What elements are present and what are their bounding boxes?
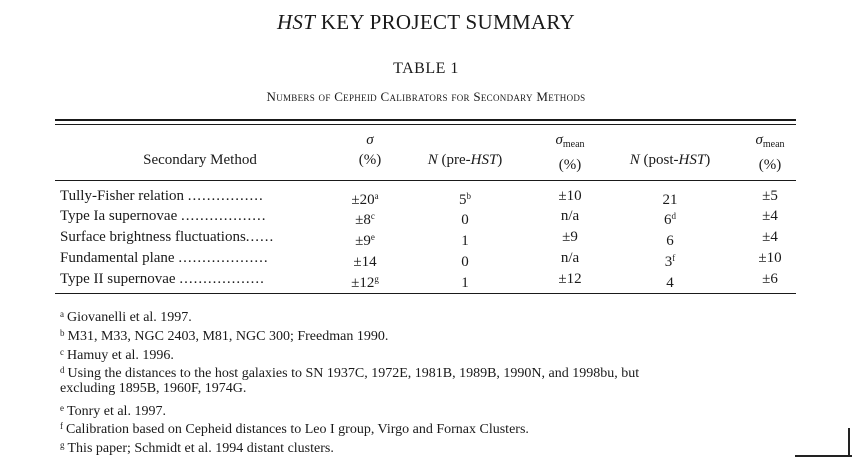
row-sigmamean: ±10 (558, 188, 582, 204)
col-header-sigmamean2 (730, 130, 810, 175)
row-method: Fundamental plane ................... (60, 250, 269, 266)
page-title-italic: HST (276, 10, 316, 34)
row-npre: 0 (461, 212, 469, 228)
footnote-continuation: excluding 1895B, 1960F, 1974G. (60, 381, 247, 396)
table-header-rule (55, 180, 796, 181)
row-sigmamean: ±12 (558, 271, 582, 287)
col-header-method: Secondary Method (143, 152, 257, 168)
table-top-rule-thin (55, 124, 796, 125)
row-npre: 1 (461, 233, 469, 249)
col-header-sigma-unit: (%) (358, 152, 382, 168)
footnote: $^a$ Giovanelli et al. 1997. (60, 309, 192, 325)
footnote: $^d$ Using the distances to the host galaxies to SN 1937C, 1972E, 1981B, 1989B, 1990N, and 1998bu, but (60, 365, 640, 381)
row-sigmamean: n/a (560, 208, 580, 224)
footnote: $^e$ Tonry et al. 1997. (60, 403, 166, 419)
col-header-npost: N (post-HST) (629, 152, 711, 168)
row-sigmamean: ±9 (562, 229, 578, 245)
row-npre: 1 (461, 275, 469, 291)
col-header-sigmamean2-symbol: σ (755, 132, 763, 148)
scan-edge-mark (795, 455, 852, 457)
col-header-npre: N (pre-HST) (427, 152, 503, 168)
row-npre: 0 (461, 254, 469, 270)
col-header-sigmamean (530, 130, 610, 175)
row-sigmamean: n/a (560, 250, 580, 266)
row-sigma: $\pm 12^g$ (351, 274, 379, 291)
row-method: Surface brightness fluctuations...... (60, 229, 275, 245)
table-caption: Numbers of Cepheid Calibrators for Secondary Methods (266, 89, 586, 104)
row-npost: 21 (662, 192, 678, 208)
row-sigmamean2: ±5 (762, 188, 778, 204)
row-method: Type Ia supernovae .................. (60, 208, 267, 224)
footnote: $^g$ This paper; Schmidt et al. 1994 distant clusters. (60, 440, 334, 456)
row-npre: 5$^b$ (459, 191, 471, 208)
page-title-rest: KEY PROJECT SUMMARY (315, 10, 576, 34)
row-npost: 4 (666, 275, 674, 291)
col-header-sigmamean2-sub: mean (762, 139, 785, 150)
row-sigma: $\pm 8^c$ (355, 211, 375, 228)
table-number: TABLE 1 (393, 60, 459, 77)
row-npost: 6 (666, 233, 674, 249)
col-header-sigmamean-symbol: σ (555, 132, 563, 148)
footnote: $^f$ Calibration based on Cepheid distances to Leo I group, Virgo and Fornax Clusters. (60, 421, 529, 437)
row-method: Type II supernovae .................. (60, 271, 265, 287)
table-top-rule (55, 119, 796, 121)
scan-edge-mark-vertical (848, 428, 850, 456)
col-header-sigmamean-unit: (%) (558, 157, 582, 173)
col-header-sigmamean-sub: mean (562, 139, 585, 150)
row-method: Tully-Fisher relation ................ (60, 188, 264, 204)
footnote: $^c$ Hamuy et al. 1996. (60, 347, 174, 363)
row-sigmamean2: ±4 (762, 208, 778, 224)
table-bottom-rule (55, 293, 796, 294)
row-npost: 6$^d$ (664, 211, 676, 228)
page-title (0, 10, 852, 35)
col-header-sigmamean2-unit: (%) (758, 157, 782, 173)
row-sigma: $\pm 20^a$ (351, 191, 379, 208)
row-sigmamean2: ±6 (762, 271, 778, 287)
col-header-sigma (340, 130, 400, 170)
col-header-sigma-symbol: σ (366, 132, 374, 148)
row-npost: 3$^f$ (664, 253, 676, 270)
row-sigma: $\pm 9^e$ (355, 232, 375, 249)
row-sigmamean2: ±10 (758, 250, 782, 266)
row-sigma: ±14 (353, 254, 377, 270)
footnote: $^b$ M31, M33, NGC 2403, M81, NGC 300; Freedman 1990. (60, 328, 389, 344)
row-sigmamean2: ±4 (762, 229, 778, 245)
